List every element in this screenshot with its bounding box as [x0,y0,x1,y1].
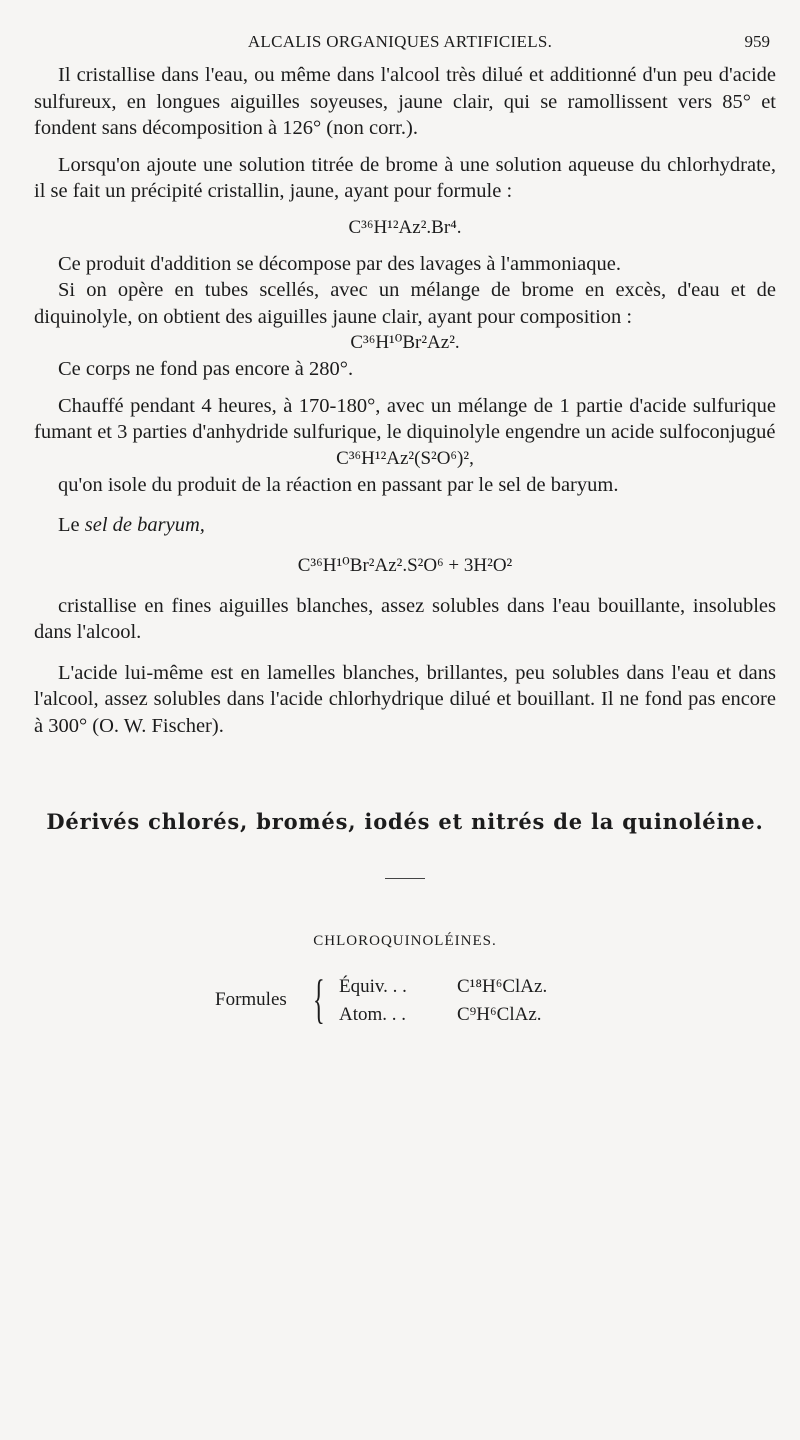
paragraph-5: Ce corps ne fond pas encore à 280°. [58,358,354,380]
paragraph-8-italic: sel de baryum, [84,514,205,536]
formula-barium-salt: C³⁶H¹⁰Br²Az².S²O⁶ + 3H²O² [297,554,513,576]
paragraph-6: Chauffé pendant 4 heures, à 170-180°, avec un mélange de 1 partie d'acide sulfurique fumant et 3 parties d'anhydride sulfurique, le diquinolyle engendre un acide sulfoconjugué [34,394,776,443]
paragraph-8-prefix: Le [58,514,85,536]
brace-symbol: { [313,969,325,1029]
formula-row-label: Atom. . . [339,1004,407,1025]
formula-row-value: C⁹H⁶ClAz. [457,1004,542,1025]
formulas-label: Formules [215,989,287,1010]
paragraph-7: qu'on isole du produit de la réaction en passant par le sel de baryum. [58,473,619,496]
paragraph-2: Lorsqu'on ajoute une solution titrée de brome à une solution aqueuse du chlorhydrate, il se fait un précipité cristallin, jaune, ayant pour formule : [34,153,776,202]
running-title: ALCALIS ORGANIQUES ARTIFICIELS. [247,32,553,51]
paragraph-9: cristallise en fines aiguilles blanches, assez solubles dans l'eau bouillante, insolubles dans l'alcool. [34,594,776,643]
subsection-heading: CHLOROQUINOLÉINES. [313,933,497,949]
formula-dibromo: C³⁶H¹⁰Br²Az². [350,332,460,353]
formula-row-atom [339,1004,542,1026]
paragraph-10: L'acide lui-même est en lamelles blanches, brillantes, peu solubles dans l'eau et dans l'alcool, assez solubles dans l'acide chlorhydrique dilué et bouillant. Il ne fond pas encore à 300° (O. W. Fischer). [34,661,776,737]
paragraph-8 [34,512,776,539]
paragraph-4: Si on opère en tubes scellés, avec un mélange de brome en excès, d'eau et de diquinolyle, on obtient des aiguilles jaune clair, ayant pour composition : [34,279,776,328]
formula-sulfo-acid: C³⁶H¹²Az²(S²O⁶)², [336,447,474,469]
paragraph-1: Il cristallise dans l'eau, ou même dans l'alcool très dilué et additionné d'un peu d'acide sulfureux, en longues aiguilles soyeuses, jaune clair, qui se ramollissent vers 85° et fondent sans décomposition à 126° (non corr.). [34,64,776,139]
formulas-table [215,969,595,1032]
formula-bromine-addition: C³⁶H¹²Az².Br⁴. [348,216,462,238]
formula-row-label: Équiv. . . [339,976,407,997]
section-heading: Dérivés chlorés, bromés, iodés et nitrés de la quinoléine. [46,809,764,834]
formula-row-equiv [339,976,547,998]
formula-row-value: C¹⁸H⁶ClAz. [457,976,548,997]
running-header [0,32,800,58]
paragraph-3: Ce produit d'addition se décompose par des lavages à l'ammoniaque. [58,252,622,275]
page-body [34,62,776,1032]
page-number: 959 [744,32,770,51]
